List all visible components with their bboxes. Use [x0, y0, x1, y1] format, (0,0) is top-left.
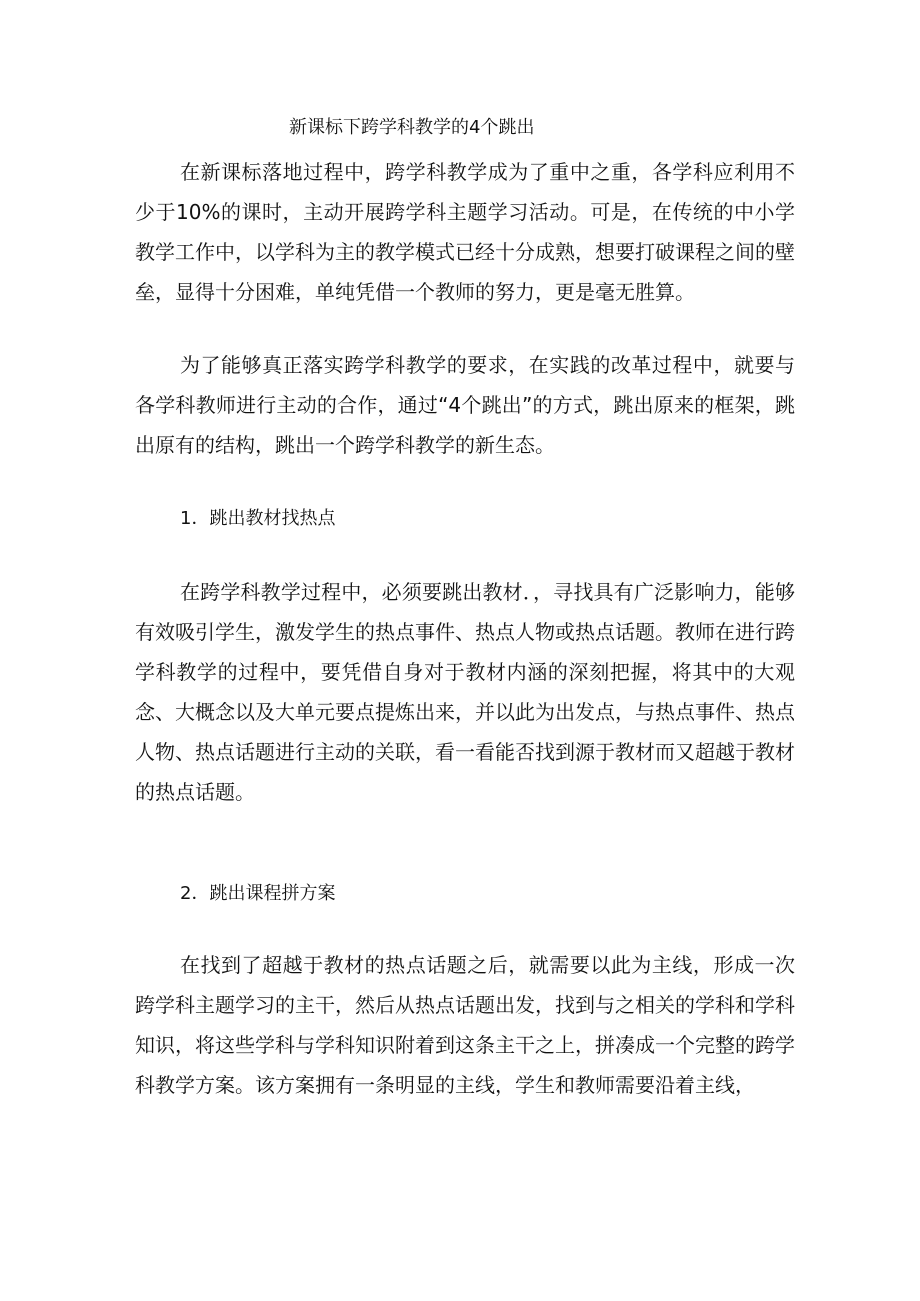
document-title: 新课标下跨学科教学的4个跳出 [289, 117, 535, 138]
section-heading-2: 2．跳出课程拼方案 [180, 883, 336, 904]
paragraph-approach: 为了能够真正落实跨学科教学的要求，在实践的改革过程中，就要与各学科教师进行主动的合作，通过“4个跳出”的方式，跳出原来的框架，跳出原有的结构，跳出一个跨学科教学的新生态。 [135, 353, 795, 457]
paragraph-intro: 在新课标落地过程中，跨学科教学成为了重中之重，各学科应利用不少于10%的课时，主动开展跨学科主题学习活动。可是，在传统的中小学教学工作中，以学科为主的教学模式已经十分成熟，想要打破课程之间的壁垒，显得十分困难，单纯凭借一个教师的努力，更是毫无胜算。 [135, 160, 795, 304]
paragraph-section-1: 在跨学科教学过程中，必须要跳出教材．，寻找具有广泛影响力，能够有效吸引学生，激发学生的热点事件、热点人物或热点话题。教师在进行跨学科教学的过程中，要凭借自身对于教材内涵的深刻把握，将其中的大观念、大概念以及大单元要点提炼出来，并以此为出发点，与热点事件、热点人物、热点话题进行主动的关联，看一看能否找到源于教材而又超越于教材的热点话题。 [135, 580, 795, 804]
section-heading-1: 1．跳出教材找热点 [180, 508, 336, 529]
paragraph-section-2: 在找到了超越于教材的热点话题之后，就需要以此为主线，形成一次跨学科主题学习的主干，然后从热点话题出发，找到与之相关的学科和学科知识，将这些学科与学科知识附着到这条主干之上，拼凑成一个完整的跨学科教学方案。该方案拥有一条明显的主线，学生和教师需要沿着主线， [135, 953, 795, 1097]
